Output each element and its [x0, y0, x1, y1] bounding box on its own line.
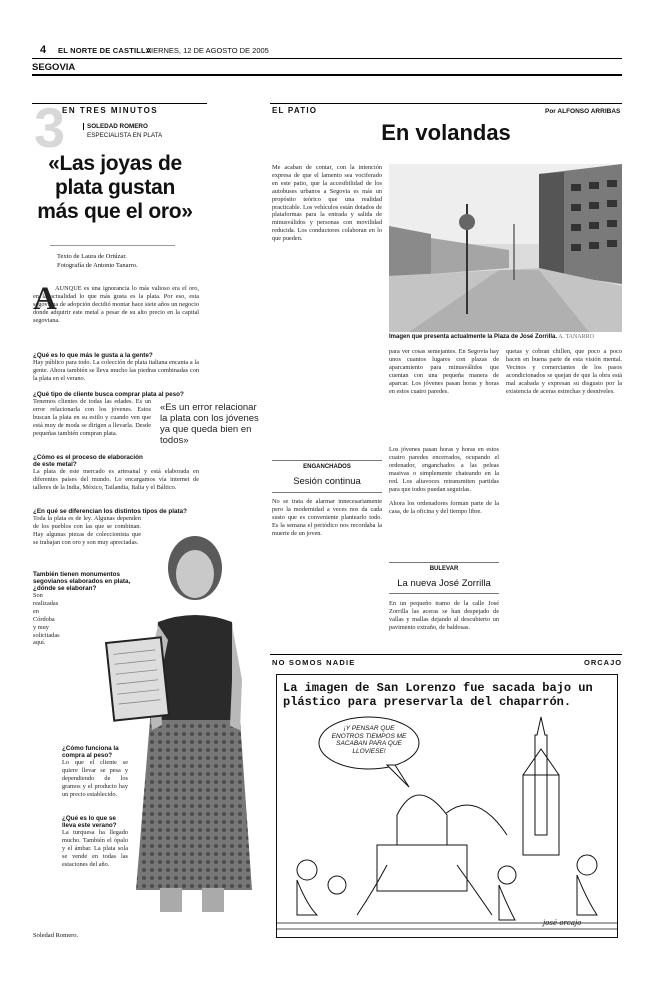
cartoon-signature: josé orcajo	[543, 919, 582, 927]
section-label: SEGOVIA	[32, 62, 76, 73]
patio-column-3: quetas y cobran chillen, que poco a poco hacen en buena parte de esta visión mental. Vecinos y comerciantes de los pasos acondicionados se quejan de que la obra está mal acabada y expresan su disgusto por la existencia de aceras estrechas y desniveles.	[506, 348, 622, 395]
tower	[535, 717, 547, 835]
sub2-body: En un pequeño tramo de la calle José Zorrilla las aceras se han despejado de vallas y mallas dejando al descubierto un pavimento extraño, de baldosas.	[389, 600, 499, 631]
cartoon-drawing	[277, 715, 617, 937]
subject-face	[176, 550, 214, 598]
patio-column-2: para ver cosas semejantes. En Segovia hay unos cuantos lugares con plazas de aparcamiento para minusválidos que cuentan con una pequeña manera de aparcar. Los jóvenes pasan horas y horas en estos cuatro paredes.	[389, 348, 499, 395]
byline: Texto de Laura de Ortúzar. Fotografía de Antonio Tanarro.	[57, 253, 138, 269]
sub2-title: La nueva José Zorrilla	[397, 578, 491, 589]
interview-qa: ¿Qué es lo que más le gusta a la gente? Hay público para todo. La colección de plata italiana encanta a la gente. Ahora también se lleva mucho las piedras combinadas con la plata en el verano. ¿Qué tipo de cliente busca comprar plata al peso? Tenemos clientes de todas las edades. Es un error relacionarla con los jóvenes. Estos buscan la plata en su estilo y cuando ven que está muy de moda se dirigen a llevarla. Desde pequeñas también compran plata. ¿Cómo es el proceso de elaboración de este metal? La plata de este mercado es artesanal y está elaborada en diferentes países del mundo. Lo encargamos vía internet de talleres de la India, México, Tailandia, Italia y el Báltico. ¿En qué se diferencian los distintos tipos de plata? Toda la plata es de ley. Algunas dependen de los pueblos con las que se combinan. Hay algunas piezas de coleccionista que se trabajan con oro y son muy apreciadas. También tienen monumentos segovianos elaborados en plata, ¿dónde se elaboran? Son realizadas en Córdoba y muy solicitadas aquí.	[33, 352, 199, 647]
masthead-rule	[32, 58, 622, 59]
interview-qa-lower: ¿Cómo funciona la compra al peso? Lo que el cliente se quiere llevar se pesa y dependiendo de los gramos y el producto hay un precio establecido. ¿Qué es lo que se lleva este verano? La turquesa ha llegado mucho. También el ópalo y el ámbar. La plata sola se vende en todas las estaciones del año.	[62, 745, 128, 868]
patio-headline: En volandas	[381, 120, 511, 145]
speech-bubble-text: ¡Y PENSAR QUE ENOTROS TIEMPOS ME SACABAN PARA QUE LLOVIESE!	[331, 725, 407, 755]
patio-author: Por ALFONSO ARRIBAS	[545, 108, 621, 115]
masthead	[32, 44, 622, 58]
interview-intro: A AUNQUE es una ignorancia lo más valioso era el oro, en la actualidad lo que más gusta es la plata. Por eso, esta segoviana de adopción decidió montar hace siete años un negocio donde adquirir este metal a pesar de su alto precio en la capital segoviana.	[33, 281, 199, 324]
subject-name: SOLEDAD ROMERO	[83, 123, 148, 130]
cartoon-right-label: ORCAJO	[584, 658, 623, 667]
sub1-title: Sesión continua	[293, 476, 361, 487]
page-number: 4	[40, 44, 47, 56]
kicker: EN TRES MINUTOS	[62, 106, 159, 115]
street-photo	[389, 164, 622, 332]
patio-section: EL PATIO	[272, 106, 318, 115]
cartoon-frame	[276, 674, 618, 938]
issue-date: VIERNES, 12 DE AGOSTO DE 2005	[146, 46, 269, 55]
building-left	[389, 226, 431, 276]
interview-headline: «Las joyas de plata gustan más que el oro»	[37, 152, 193, 223]
framed-panel	[106, 637, 169, 720]
kicker-number: 3	[34, 96, 66, 159]
pullquote: «Es un error relacionar la plata con los jóvenes ya que queda bien en todos»	[160, 402, 259, 446]
float	[377, 845, 467, 891]
street-photo-caption: Imagen que presenta actualmente la Plaza de José Zorrilla. A. TANARRO	[389, 334, 594, 340]
patio-column-1: Me acaban de contar, con la intención expresa de que el lamento sea vociferado en este patio, que la accesibilidad de los autobuses urbanos a Segovia es más un propósito teórico que una realidad practicable. Los vehículos están dotados de plataformas para la entrada y salida de minusválidos y personas con movilidad reducida. Los conductores colaboran en lo que pueden.	[272, 164, 382, 243]
soledad-photo	[100, 530, 260, 920]
cartoon-left-label: NO SOMOS NADIE	[272, 658, 356, 667]
newspaper-name: EL NORTE DE CASTILLA	[58, 46, 152, 55]
photo-caption: Soledad Romero.	[33, 932, 79, 939]
section-rule	[32, 74, 622, 76]
subject-role: ESPECIALISTA EN PLATA	[87, 132, 163, 139]
cartoon-caption: La imagen de San Lorenzo fue sacada bajo un plástico para preservarla del chaparrón.	[283, 681, 593, 709]
sub2-label: BULEVAR	[429, 566, 459, 572]
sub1-body: No se trata de alarmar innecesariamente pero la modernidad a veces nos da cada susto que es conveniente plantearlo todo. Es la semana el periódico nos recordaba la muerte de un joven.	[272, 498, 382, 537]
sub1-label: ENGANCHADOS	[303, 464, 351, 470]
patio-column-2b: Los jóvenes pasan horas y horas en estos cuatro paredes encerrados, ocupando el ordenador, enganchados a las peleas masivas o simplemente chateando en la red. Los altavoces retransmiten partidas para que todos puedan seguirlas.	[389, 446, 499, 493]
